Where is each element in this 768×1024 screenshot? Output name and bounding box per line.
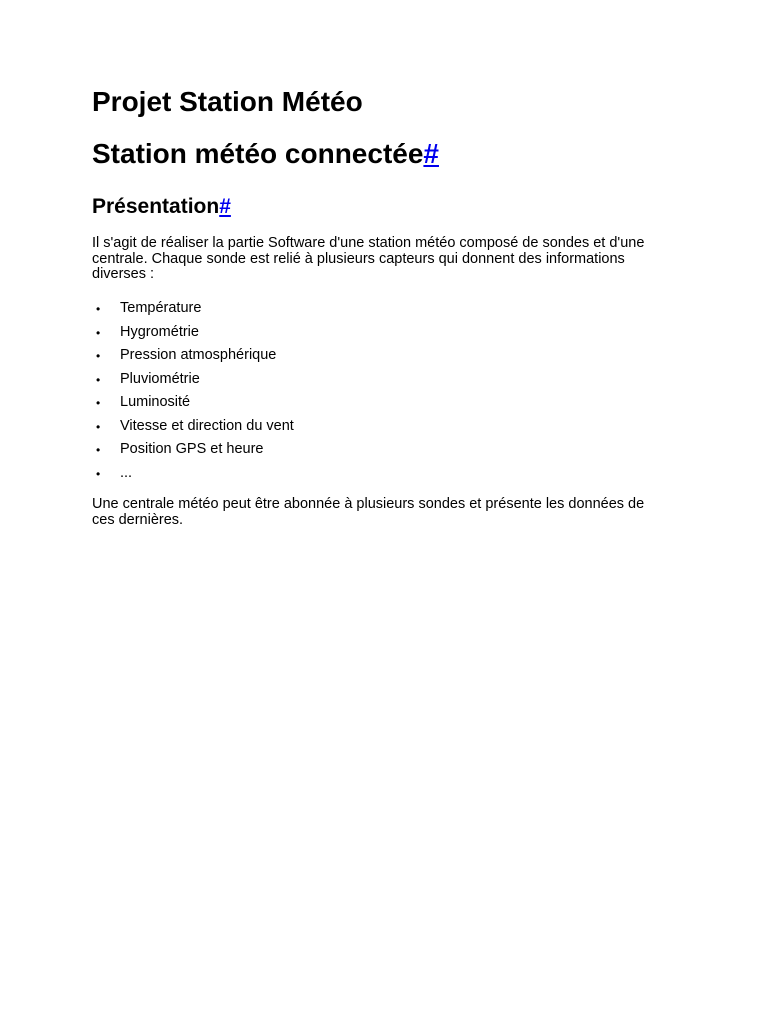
list-item [92, 416, 294, 440]
bullet-icon: • [96, 396, 101, 410]
section-heading-presentation [92, 193, 231, 221]
list-item [92, 392, 294, 416]
list-item [92, 439, 294, 463]
list-item-label: Pluviométrie [120, 370, 200, 387]
section-heading-text: Présentation [92, 195, 220, 218]
bullet-icon: • [96, 466, 101, 481]
list-item-label: Vitesse et direction du vent [120, 417, 294, 434]
list-item [92, 369, 294, 393]
list-item-label: ... [120, 464, 133, 481]
subtitle-anchor-link[interactable]: # [423, 138, 439, 169]
outro-paragraph: Une centrale météo peut être abonnée à plusieurs sondes et présente les données de ces dernières. [92, 496, 645, 528]
list-item-label: Température [120, 300, 202, 316]
intro-paragraph: Il s'agit de réaliser la partie Software d'une station météo composé de sondes et d'une centrale. Chaque sonde est relié à plusieurs capteurs qui donnent des informations diverses : [92, 235, 645, 283]
page-title: Projet Station Météo [92, 86, 363, 117]
bullet-icon: • [96, 372, 101, 387]
list-item-label: Pression atmosphérique [120, 347, 277, 363]
list-item [92, 322, 294, 346]
list-item-label: Luminosité [120, 394, 191, 410]
list-item [92, 463, 294, 487]
list-item-label: Position GPS et heure [120, 441, 264, 457]
page-subtitle-text: Station météo connectée [92, 138, 424, 169]
list-item-label: Hygrométrie [120, 323, 199, 340]
bullet-icon: • [96, 349, 101, 363]
page-subtitle [92, 136, 439, 172]
bullet-icon: • [96, 302, 101, 316]
bullet-icon: • [96, 443, 101, 457]
list-item [92, 345, 294, 369]
list-item [92, 298, 294, 322]
sensor-list [92, 298, 294, 486]
bullet-icon: • [96, 419, 101, 434]
section-anchor-link[interactable]: # [219, 195, 231, 218]
bullet-icon: • [96, 325, 101, 340]
